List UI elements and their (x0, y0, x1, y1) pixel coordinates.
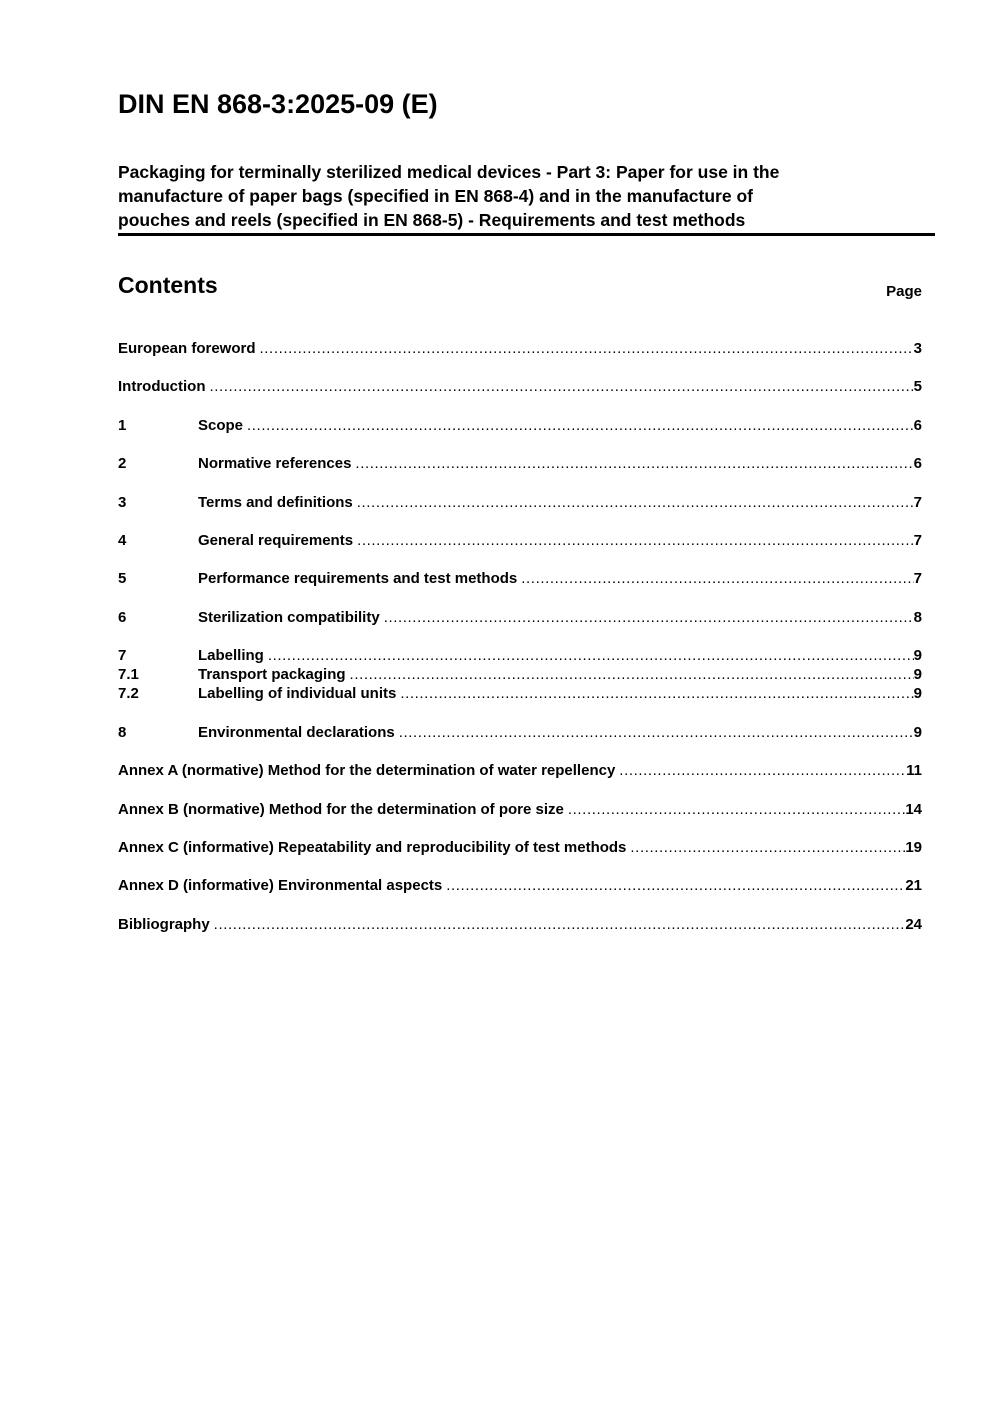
toc-leader-dots (346, 665, 914, 684)
toc-entry (118, 377, 922, 396)
toc-entry (118, 800, 922, 819)
toc-entry-page-number: 7 (913, 531, 922, 549)
toc-entry (118, 608, 922, 627)
toc-entry-title: Annex B (normative) Method for the determination of pore size (118, 800, 564, 818)
toc-entry-page-number: 8 (913, 608, 922, 626)
document-title-line-2: manufacture of paper bags (specified in EN 868-4) and in the manufacture of (118, 186, 753, 206)
toc-entry-page-number: 3 (913, 340, 922, 357)
toc-leader-dots (626, 838, 905, 857)
toc-entry-page-number: 19 (905, 838, 922, 856)
toc-entry-number: 7 (118, 647, 127, 664)
document-title (118, 160, 948, 232)
toc-entry-page-number: 6 (913, 455, 922, 473)
toc-entry-number: 8 (118, 723, 127, 741)
toc-entry (118, 531, 922, 550)
toc-entry-number: 7.1 (118, 666, 139, 684)
toc-leader-dots (442, 876, 905, 895)
toc-entry-title: Scope (198, 416, 244, 434)
toc-entry-page-number: 9 (913, 647, 922, 664)
toc-entry-title: General requirements (198, 531, 354, 549)
toc-leader-dots (205, 377, 913, 396)
toc-entry-page-number: 5 (913, 378, 922, 396)
toc-entry (118, 838, 922, 857)
toc-entry-page-number: 11 (906, 762, 922, 780)
toc-entry-page-number: 9 (913, 723, 922, 741)
toc-entry-title: Transport packaging (198, 666, 346, 684)
toc-entry-title: Terms and definitions (198, 493, 353, 511)
toc-leader-dots (351, 454, 913, 473)
toc-entry (118, 454, 922, 473)
toc-entry-title: Performance requirements and test methods (198, 570, 518, 588)
toc-leader-dots (615, 761, 906, 780)
toc-entry (118, 723, 922, 742)
toc-entry-title: Labelling (198, 647, 264, 664)
toc-entry-title: Annex C (informative) Repeatability and reproducibility of test methods (118, 838, 627, 856)
toc-entry-number: 6 (118, 608, 127, 626)
toc-entry (118, 915, 922, 934)
toc-leader-dots (517, 569, 913, 588)
page-column-label: Page (886, 283, 922, 300)
toc-entry-title: European foreword (118, 340, 256, 357)
toc-entry (118, 876, 922, 895)
toc-leader-dots (395, 723, 914, 742)
toc-entry (118, 569, 922, 588)
toc-leader-dots (396, 684, 913, 703)
toc-entry-page-number: 24 (905, 915, 922, 933)
toc-entry (118, 493, 922, 512)
toc-leader-dots (564, 800, 905, 819)
toc-leader-dots (353, 493, 914, 512)
toc-entry (118, 665, 922, 684)
toc-entry (118, 416, 922, 435)
toc-entry-title: Labelling of individual units (198, 685, 397, 703)
toc-leader-dots (353, 531, 914, 550)
toc-entry-number: 2 (118, 455, 127, 473)
toc-entry-number: 5 (118, 570, 127, 588)
toc-entry-title: Bibliography (118, 915, 210, 933)
toc-leader-dots (243, 416, 914, 435)
toc-entry-page-number: 9 (913, 685, 922, 703)
toc-leader-dots (264, 646, 914, 665)
toc-leader-dots (256, 339, 914, 358)
toc-entry-page-number: 14 (905, 800, 922, 818)
toc-entry-title: Annex A (normative) Method for the determination of water repellency (118, 762, 616, 780)
toc-entry-page-number: 7 (913, 493, 922, 511)
toc-entry (118, 646, 922, 665)
toc-entry-title: Annex D (informative) Environmental aspects (118, 877, 443, 895)
toc-entry (118, 761, 922, 780)
document-title-line-1: Packaging for terminally sterilized medical devices - Part 3: Paper for use in the (118, 162, 780, 182)
toc-entry-title: Normative references (198, 455, 352, 473)
toc-entry-number: 1 (118, 416, 127, 434)
toc-entry-number: 7.2 (118, 685, 139, 703)
toc-entry-number: 4 (118, 531, 127, 549)
toc-entry-title: Environmental declarations (198, 723, 395, 741)
toc-entry (118, 339, 922, 358)
toc-entry-title: Sterilization compatibility (198, 608, 380, 626)
document-number: DIN EN 868-3:2025-09 (E) (118, 89, 438, 119)
toc-entry-page-number: 9 (913, 666, 922, 684)
toc-entry-title: Introduction (118, 378, 206, 396)
toc-entry (118, 684, 922, 703)
document-title-line-3: pouches and reels (specified in EN 868-5) - Requirements and test methods (118, 210, 746, 230)
toc-leader-dots (380, 608, 914, 627)
title-divider-rule (118, 233, 935, 236)
contents-heading: Contents (118, 272, 218, 298)
toc-entry-page-number: 7 (913, 570, 922, 588)
toc-entry-page-number: 21 (905, 877, 922, 895)
toc-entry-page-number: 6 (913, 416, 922, 434)
table-of-contents (118, 339, 922, 934)
toc-entry-number: 3 (118, 493, 127, 511)
toc-leader-dots (210, 915, 906, 934)
